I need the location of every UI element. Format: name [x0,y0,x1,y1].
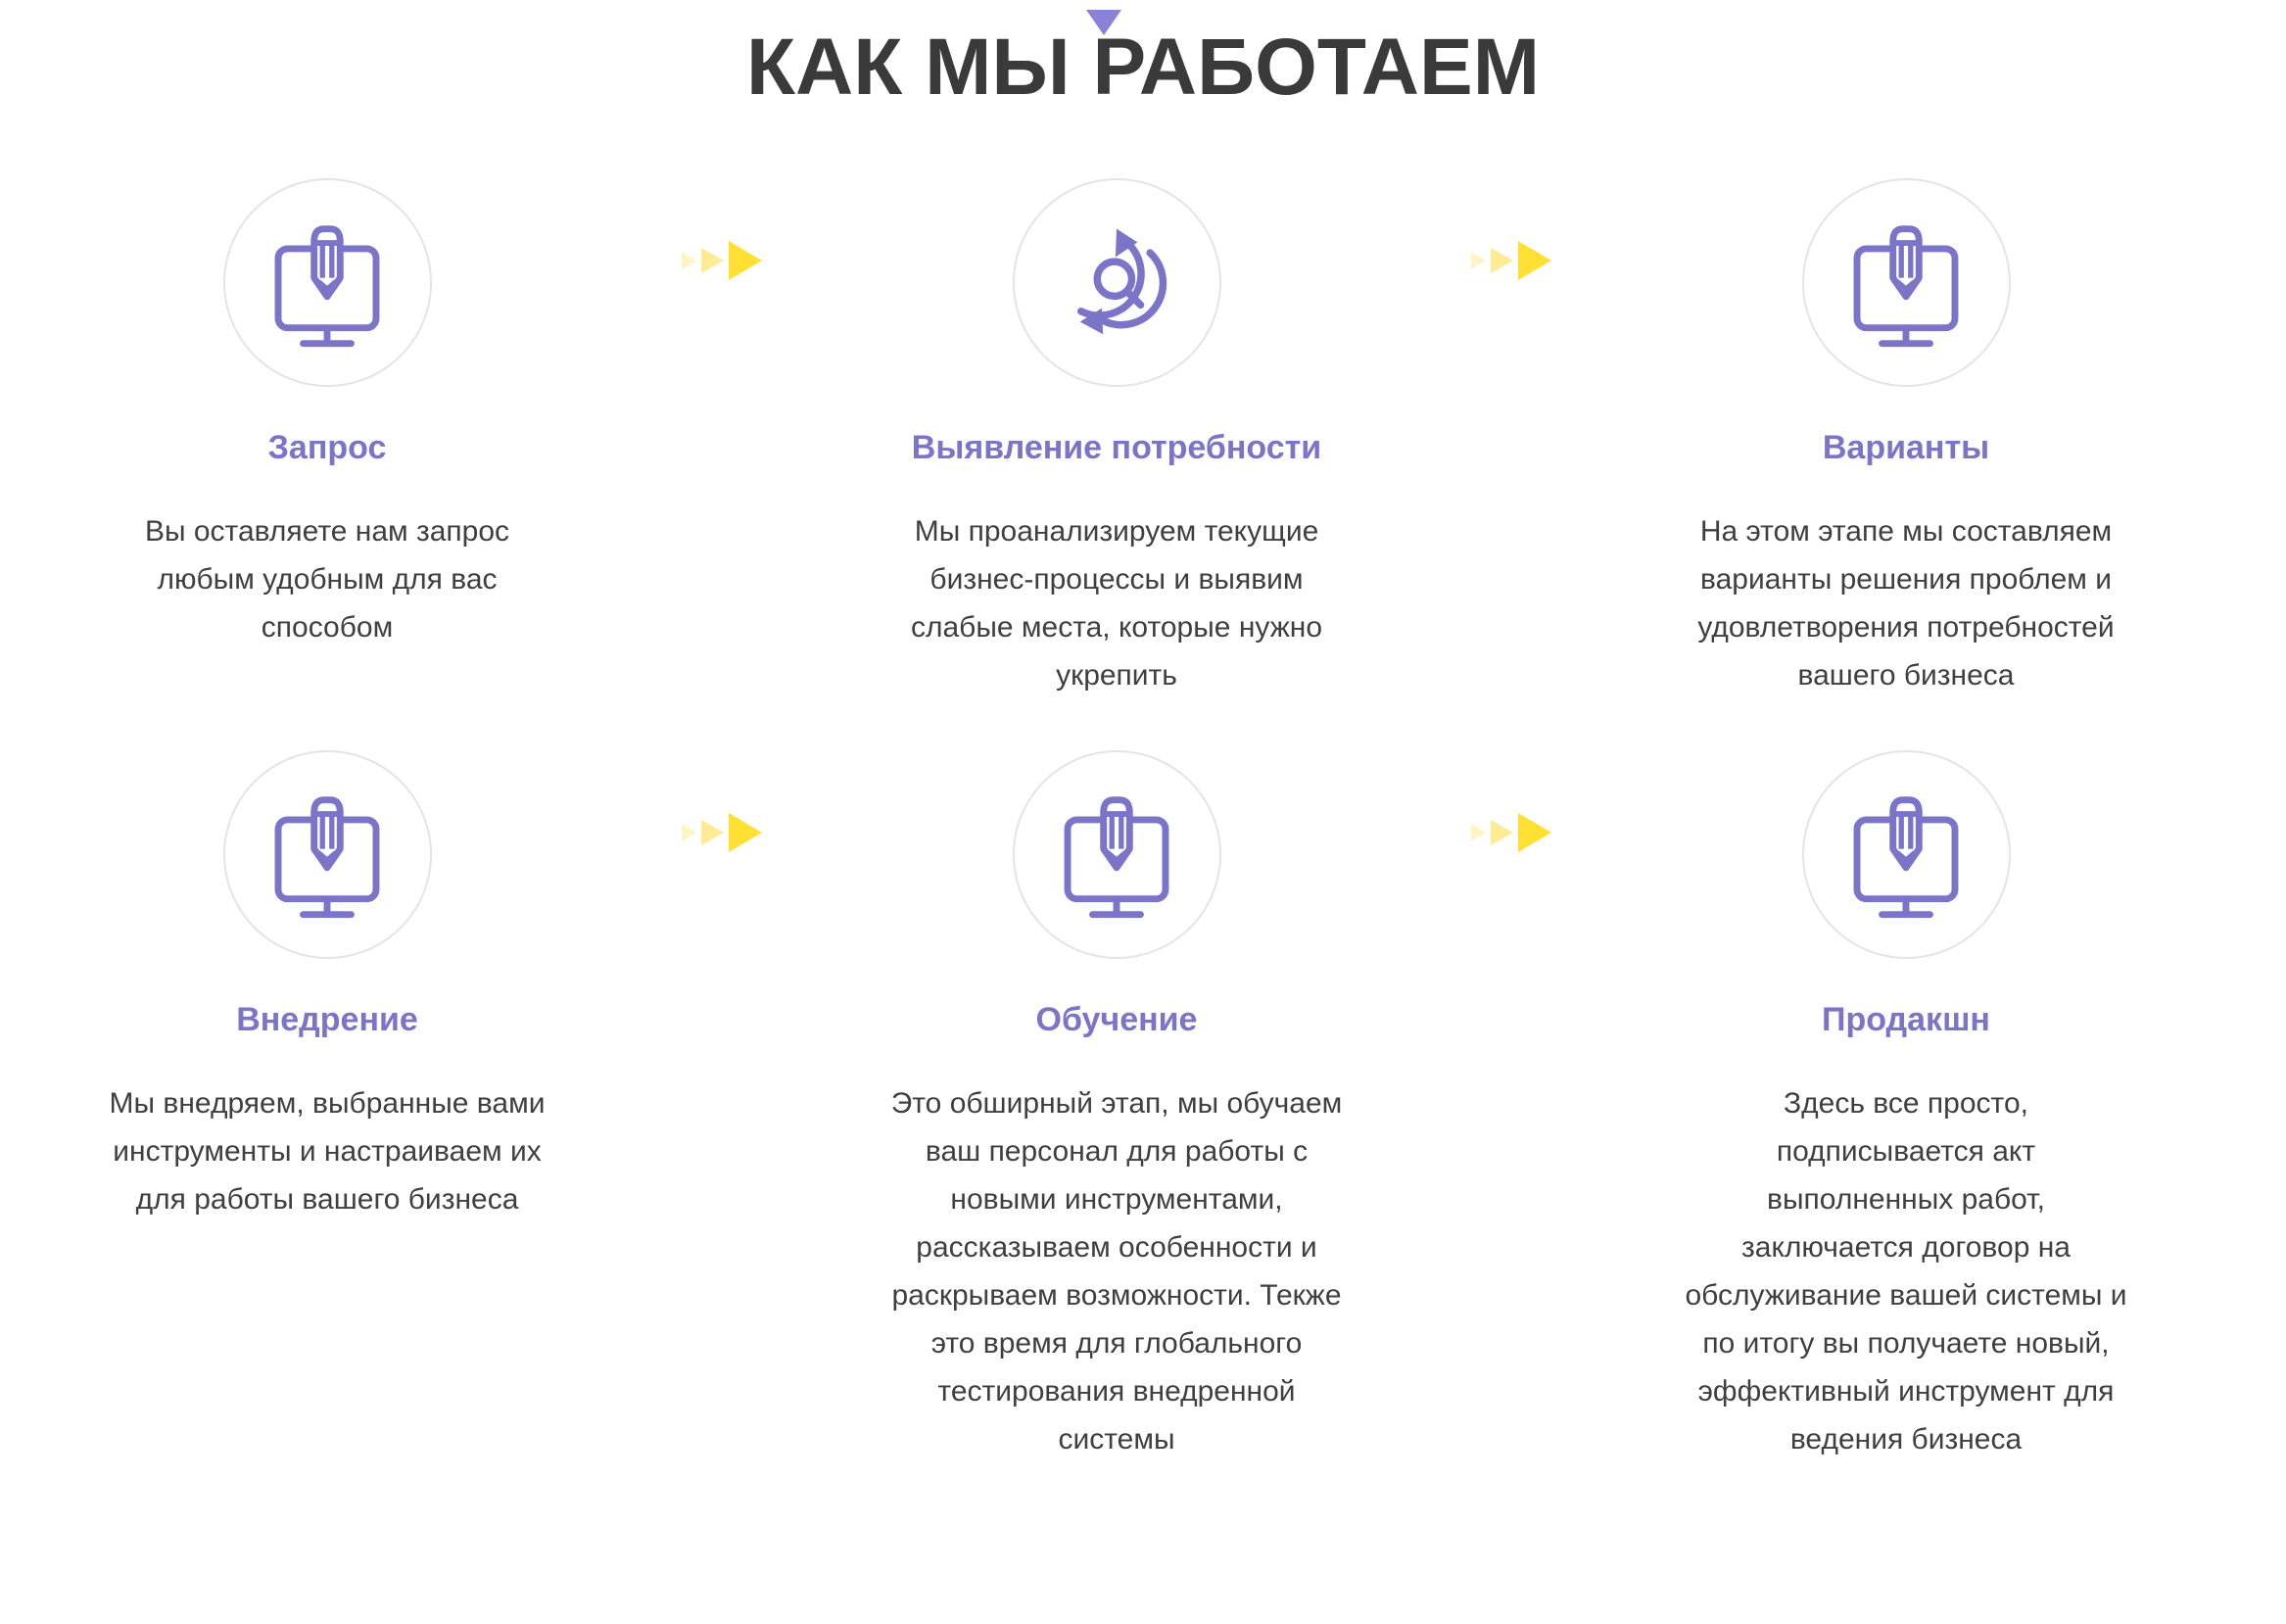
arrow-triangle-small [1471,824,1486,841]
step-description: Мы внедряем, выбранные вами инструменты и настраиваем их для работы вашего бизнеса [109,1086,546,1216]
step-training [877,750,1357,1463]
monitor-pencil-icon [223,178,432,387]
search-refresh-icon [1013,178,1221,387]
step-description: Здесь все просто, подписывается акт выполненных работ, заключается договор на обслуживание вашей системы и по итогу вы получаете новый, эффективный инструмент для ведения бизнеса [1685,1086,2127,1456]
arrow-triangle-large [729,813,762,852]
step-description: На этом этапе мы составляем варианты решения проблем и удовлетворения потребностей вашего бизнеса [1697,514,2115,692]
monitor-pencil-icon [1802,750,2011,959]
triple-arrow-right-icon [1357,239,1666,282]
triple-arrow-right-icon [567,239,877,282]
chevron-down-icon[interactable] [1086,10,1121,35]
triple-arrow-right-icon [567,811,877,854]
arrow-triangle-large [729,241,762,280]
arrow-triangle-small [682,824,696,841]
steps-row-1 [0,178,2286,699]
step-description: Это обширный этап, мы обучаем ваш персонал для работы с новыми инструментами, рассказываем особенности и раскрываем возможности. Текже это время для глобального тестирования внедренной системы [890,1086,1343,1456]
arrow-triangle-large [1518,241,1551,280]
step-title: Запрос [267,429,387,466]
arrow-triangle-small [1471,252,1486,269]
arrow-triangle-medium [1491,820,1513,845]
step-description: Мы проанализируем текущие бизнес-процессы и выявим слабые места, которые нужно укрепить [910,514,1323,692]
steps-row-2 [0,750,2286,1463]
step-needs-analysis [877,178,1357,699]
triple-arrow-right-icon [1357,811,1666,854]
step-title: Продакшн [1822,1000,1990,1038]
arrow-triangle-medium [701,820,724,845]
page-title: КАК МЫ РАБОТАЕМ [745,23,1541,112]
step-implementation [87,750,567,1223]
monitor-pencil-icon [1013,750,1221,959]
arrow-triangle-medium [1491,248,1513,273]
step-title: Внедрение [236,1000,418,1038]
step-production [1666,750,2146,1463]
monitor-pencil-icon [223,750,432,959]
step-title: Выявление потребности [911,429,1322,466]
arrow-triangle-small [682,252,696,269]
arrow-triangle-large [1518,813,1551,852]
monitor-pencil-icon [1802,178,2011,387]
step-description: Вы оставляете нам запрос любым удобным для вас способом [144,514,510,644]
arrow-triangle-medium [701,248,724,273]
step-title: Варианты [1822,429,1990,466]
step-request [87,178,567,651]
step-title: Обучение [1035,1000,1198,1038]
step-options [1666,178,2146,699]
